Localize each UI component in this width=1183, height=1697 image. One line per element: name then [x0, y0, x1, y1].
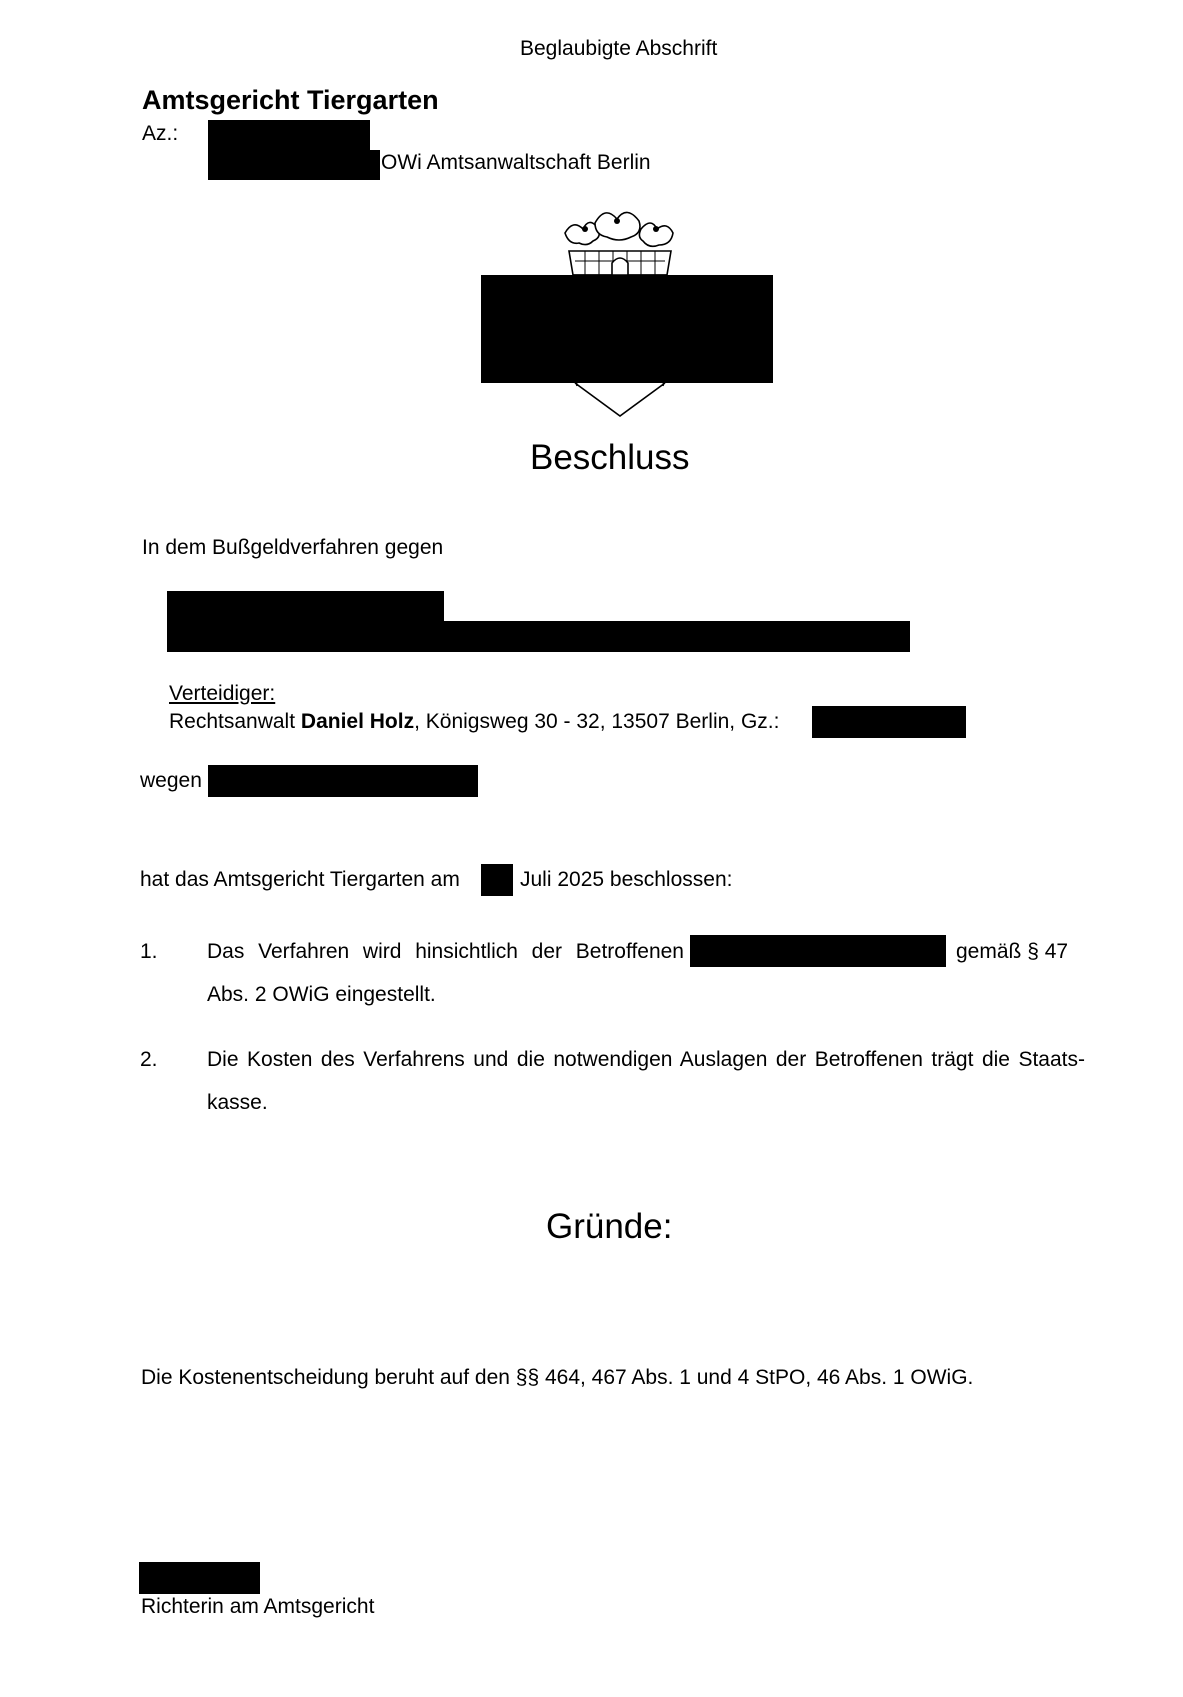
item-text: gemäß § 47: [956, 940, 1069, 963]
item-text: kasse.: [207, 1091, 268, 1114]
item-text: Das Verfahren wird hinsichtlich der Betroffenen: [207, 940, 684, 963]
reasons-heading: Gründe:: [546, 1207, 673, 1246]
redaction-block: [481, 864, 513, 896]
decision-heading: Beschluss: [530, 438, 690, 477]
az-label: Az.:: [142, 122, 179, 145]
redaction-block: [812, 706, 966, 738]
redaction-block: [690, 935, 946, 967]
item-text: Abs. 2 OWiG eingestellt.: [207, 983, 436, 1006]
prosecutor-authority: OWi Amtsanwaltschaft Berlin: [381, 151, 651, 174]
decision-intro-pre: hat das Amtsgericht Tiergarten am: [140, 868, 460, 891]
document-header-title: Beglaubigte Abschrift: [520, 37, 718, 60]
item-text: Die Kosten des Verfahrens und die notwendigen Auslagen der Betroffenen trägt die Staats-: [207, 1048, 1085, 1071]
redaction-block: [167, 591, 444, 621]
item-number: 1.: [140, 940, 158, 963]
decision-intro-post: Juli 2025 beschlossen:: [520, 868, 733, 891]
redaction-block: [208, 120, 370, 150]
defense-counsel-line: Rechtsanwalt Daniel Holz, Königsweg 30 - 32, 13507 Berlin, Gz.:: [169, 710, 780, 733]
proceeding-intro: In dem Bußgeldverfahren gegen: [142, 536, 444, 559]
redaction-block: [139, 1562, 260, 1594]
reasons-text: Die Kostenentscheidung beruht auf den §§ 464, 467 Abs. 1 und 4 StPO, 46 Abs. 1 OWiG.: [141, 1366, 974, 1389]
signature-role: Richterin am Amtsgericht: [141, 1595, 375, 1618]
court-name: Amtsgericht Tiergarten: [142, 85, 439, 115]
item-number: 2.: [140, 1048, 158, 1071]
defense-label: Verteidiger:: [169, 682, 276, 705]
redaction-block: [208, 765, 478, 797]
redaction-block: [481, 275, 773, 383]
redaction-block: [167, 621, 910, 652]
redaction-block: [208, 150, 380, 180]
charge-label: wegen: [140, 769, 202, 792]
